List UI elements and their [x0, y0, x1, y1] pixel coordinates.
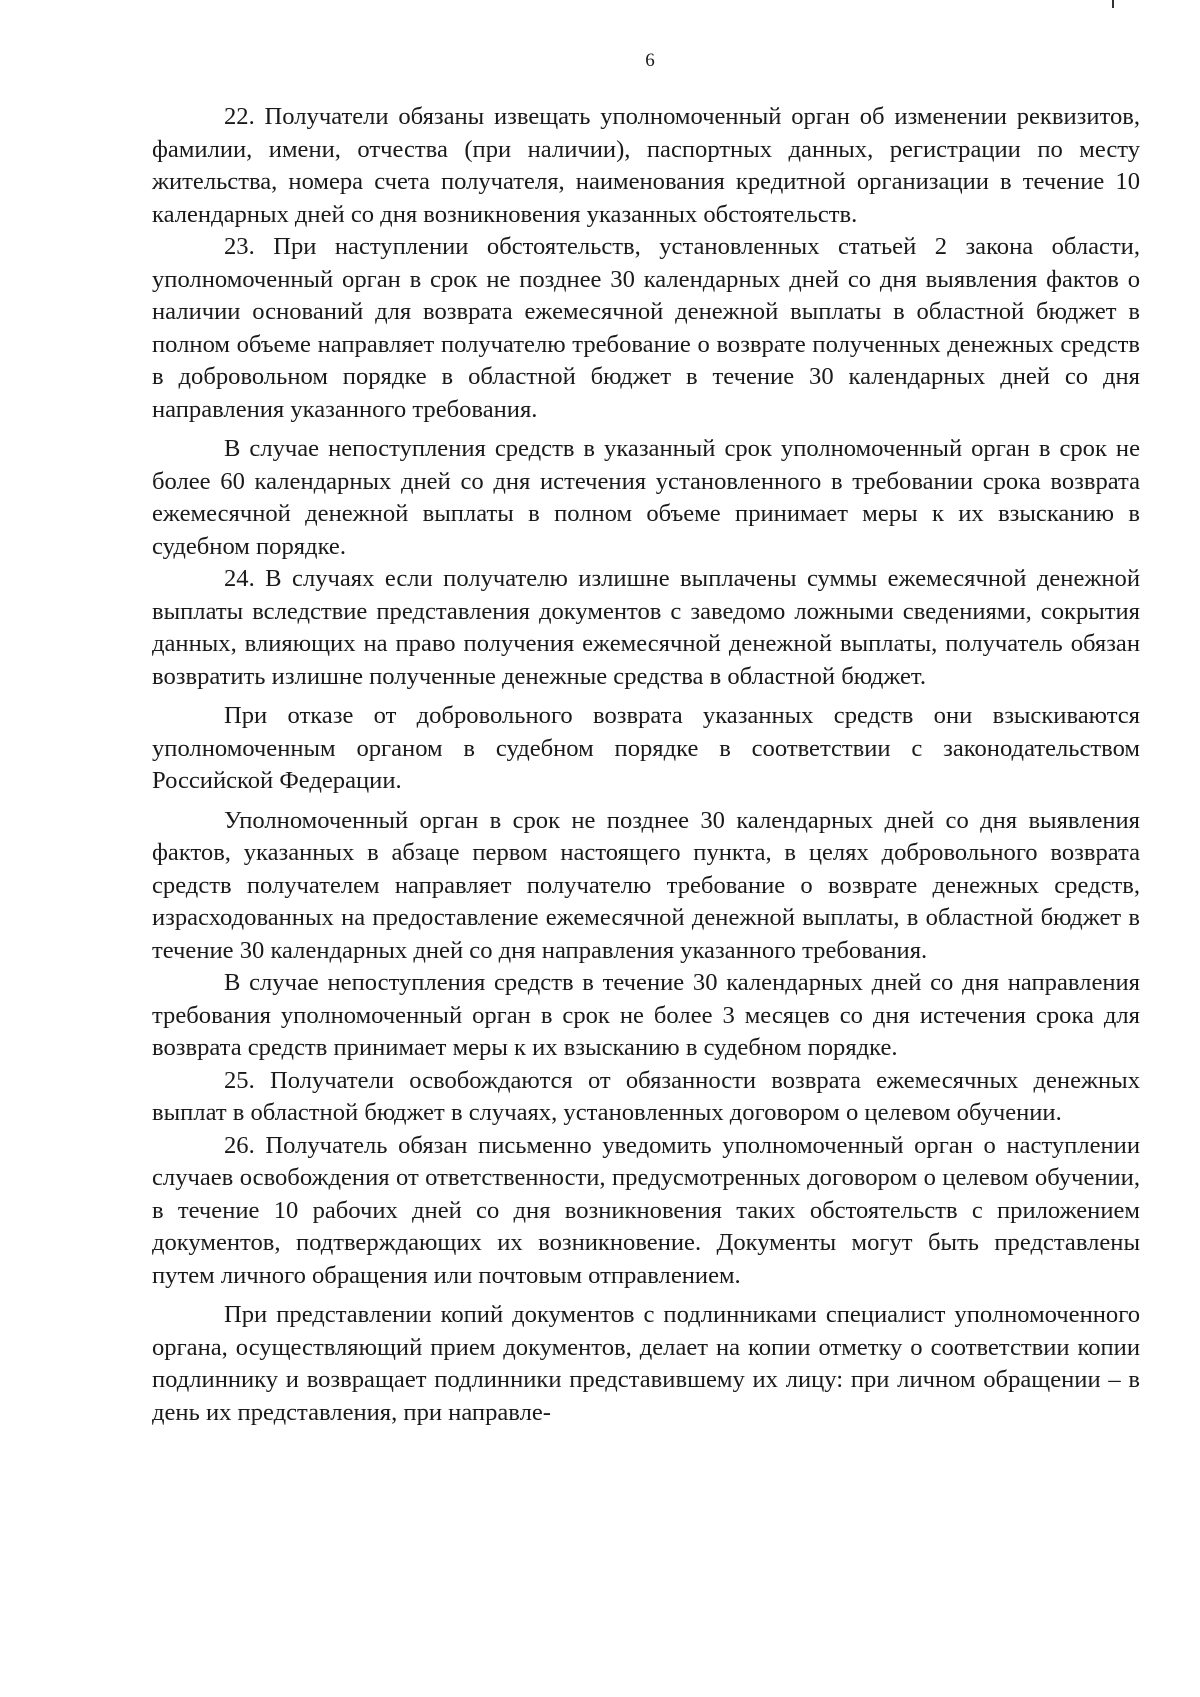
paragraph-22: 22. Получатели обязаны извещать уполномоченный орган об изменении реквизитов, фамилии, имени, отчества (при наличии), паспортных данных, регистрации по месту жительства, номера счета получателя, наименования кредитной организации в течение 10 календарных дней со дня возникновения указанных обстоятельств.: [152, 103, 1140, 228]
paragraph-23-second: В случае непоступления средств в указанный срок уполномоченный орган в срок не более 60 календарных дней со дня истечения установленного в требовании срока возврата ежемесячной денежной выплаты в полном объеме принимает меры к их взысканию в судебном порядке.: [152, 435, 1140, 560]
paragraph-24-second: При отказе от добровольного возврата указанных средств они взыскиваются уполномоченным органом в судебном порядке в соответствии с законодательством Российской Федерации.: [152, 702, 1140, 794]
paragraph-24: 24. В случаях если получателю излишне выплачены суммы ежемесячной денежной выплаты вследствие представления документов с заведомо ложными сведениями, сокрытия данных, влияющих на право получения ежемесячной денежной выплаты, получатель обязан возвратить излишне полученные денежные средства в областной бюджет.: [152, 565, 1140, 690]
paragraph-26-second: При представлении копий документов с подлинниками специалист уполномоченного органа, осуществляющий прием документов, делает на копии отметку о соответствии копии подлиннику и возвращает подлинники представившему их лицу: при личном обращении – в день их представления, при направле-: [152, 1301, 1140, 1426]
page-number: 6: [645, 50, 655, 71]
paragraph-26: 26. Получатель обязан письменно уведомить уполномоченный орган о наступлении случаев освобождения от ответственности, предусмотренных договором о целевом обучении, в течение 10 рабочих дней со дня возникновения таких обстоятельств с приложением документов, подтверждающих их возникновение. Документы могут быть представлены путем личного обращения или почтовым отправлением.: [152, 1131, 1140, 1289]
document-body: [152, 101, 1140, 1429]
paragraph-25: 25. Получатели освобождаются от обязанности возврата ежемесячных денежных выплат в областной бюджет в случаях, установленных договором о целевом обучении.: [152, 1066, 1140, 1126]
paragraph-24-third: Уполномоченный орган в срок не позднее 30 календарных дней со дня выявления фактов, указанных в абзаце первом настоящего пункта, в целях добровольного возврата средств получателем направляет получателю требование о возврате денежных средств, израсходованных на предоставление ежемесячной денежной выплаты, в областной бюджет в течение 30 календарных дней со дня направления указанного требования.: [152, 806, 1140, 964]
paragraph-23: 23. При наступлении обстоятельств, установленных статьей 2 закона области, уполномоченный орган в срок не позднее 30 календарных дней со дня выявления фактов о наличии оснований для возврата ежемесячной денежной выплаты в областной бюджет в полном объеме направляет получателю требование о возврате полученных денежных средств в добровольном порядке в областной бюджет в течение 30 календарных дней со дня направления указанного требования.: [152, 233, 1140, 423]
scan-mark: [1112, 0, 1114, 8]
paragraph-24-fourth: В случае непоступления средств в течение 30 календарных дней со дня направления требования уполномоченный орган в срок не более 3 месяцев со дня истечения срока для возврата средств принимает меры к их взысканию в судебном порядке.: [152, 969, 1140, 1061]
